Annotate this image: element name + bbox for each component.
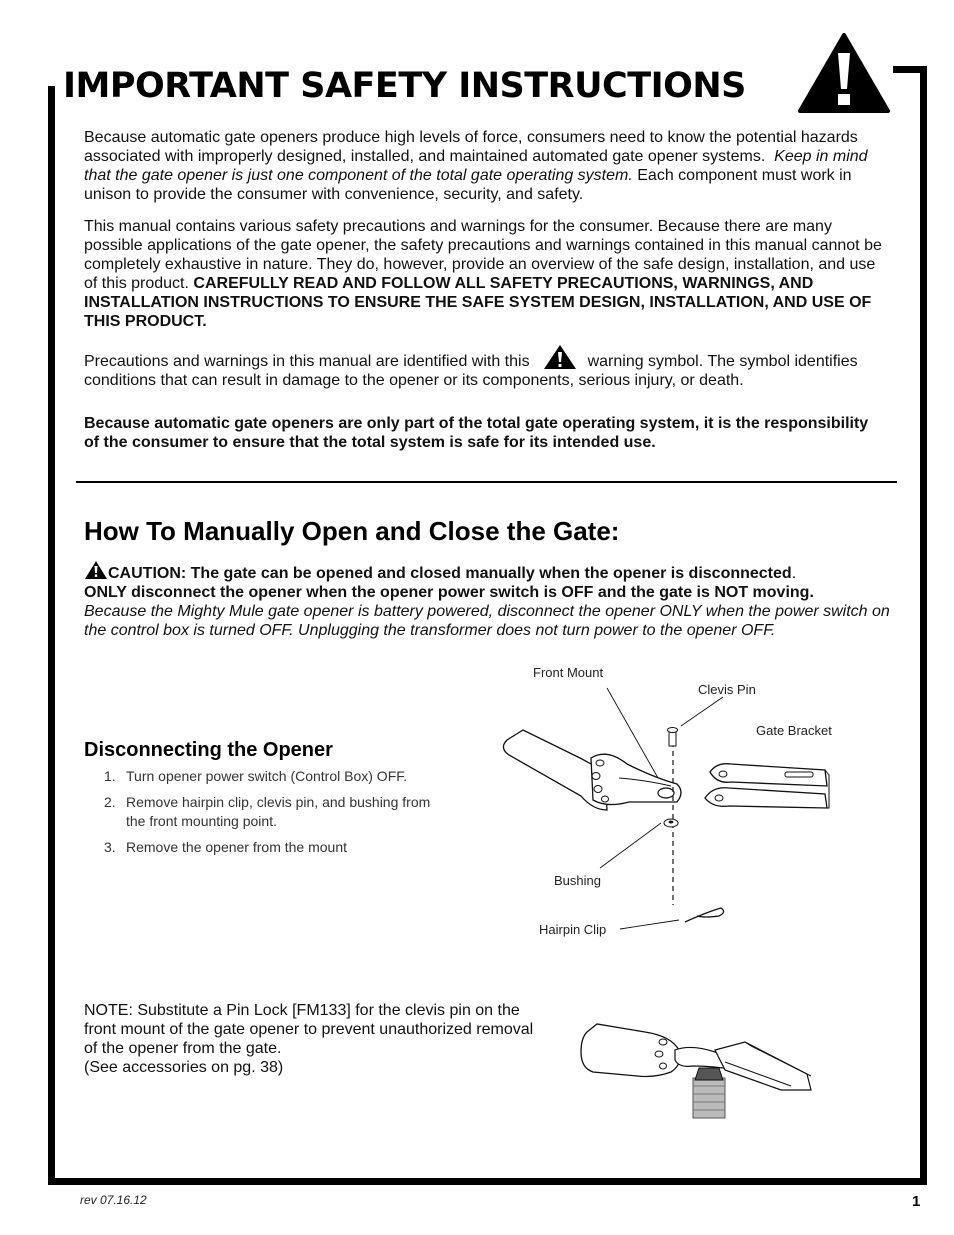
list-item: 2. Remove hairpin clip, clevis pin, and bushing from the front mounting point. [104, 794, 431, 829]
caution-paragraph: CAUTION: The gate can be opened and closed manually when the opener is disconnected. ONLY disconnect the opener when the opener power switch is OFF and the gate is NOT moving. Because the Mighty Mule gate opener is battery powered, disconnect the opener ONLY when the power switch on the control box is turned OFF. Unplugging the transformer does not turn power to the opener OFF. [84, 560, 894, 640]
disconnect-steps-list [104, 767, 444, 864]
label-gate-bracket: Gate Bracket [756, 723, 832, 738]
page-frame-bottom [48, 1178, 927, 1185]
pin-lock-note: NOTE: Substitute a Pin Lock [FM133] for the clevis pin on the front mount of the gate opener to prevent unauthorized removal of the opener from the gate. (See accessories on pg. 38) [84, 1002, 534, 1076]
warning-triangle-icon [542, 344, 578, 370]
page-frame-left [48, 86, 55, 1185]
revision-label: rev 07.16.12 [80, 1193, 147, 1207]
front-mount-illustration [495, 660, 855, 950]
label-bushing: Bushing [554, 873, 601, 888]
disconnect-title: Disconnecting the Opener [84, 739, 333, 761]
warning-triangle-icon [798, 33, 890, 113]
page-frame-right [920, 66, 927, 1185]
section-title: How To Manually Open and Close the Gate: [84, 516, 620, 546]
intro-paragraph-3: Precautions and warnings in this manual are identified with this warning symbol. The symbol identifies conditions that can result in damage to the opener or its components, serious injury, or death. [84, 344, 884, 390]
front-mount-diagram [495, 660, 855, 950]
page-title: IMPORTANT SAFETY INSTRUCTIONS [63, 66, 746, 106]
page-frame-top-corner [893, 66, 927, 73]
intro-paragraph-4: Because automatic gate openers are only part of the total gate operating system, it is the responsibility of the consumer to ensure that the total system is safe for its intended use. [84, 415, 869, 451]
label-clevis-pin: Clevis Pin [698, 682, 756, 697]
label-hairpin-clip: Hairpin Clip [539, 922, 607, 937]
section-divider [76, 481, 897, 483]
pin-lock-illustration [575, 1010, 825, 1125]
warning-triangle-icon [84, 560, 108, 580]
page-number: 1 [912, 1193, 921, 1210]
intro-paragraph-1: Because automatic gate openers produce high levels of force, consumers need to know the potential hazards associated with improperly designed, installed, and maintained automated gate opener systems. Keep in mind that the gate opener is just one component of the total gate operating system. Each component must work in unison to provide the consumer with convenience, security, and safety. [84, 129, 868, 203]
list-item: 1. Turn opener power switch (Control Box) OFF. [104, 768, 408, 784]
intro-paragraph-2: This manual contains various safety precautions and warnings for the consumer. Because there are many possible applications of the gate opener, the safety precautions and warnings contained in this manual cannot be completely exhaustive in nature. They do, however, provide an overview of the safe design, installation, and use of this product. CAREFULLY READ AND FOLLOW ALL SAFETY PRECAUTIONS, WARNINGS, AND INSTALLATION INSTRUCTIONS TO ENSURE THE SAFE SYSTEM DESIGN, INSTALLATION, AND USE OF THIS PRODUCT. [84, 218, 882, 330]
list-item: 3. Remove the opener from the mount [104, 839, 348, 855]
label-front-mount: Front Mount [533, 665, 604, 680]
